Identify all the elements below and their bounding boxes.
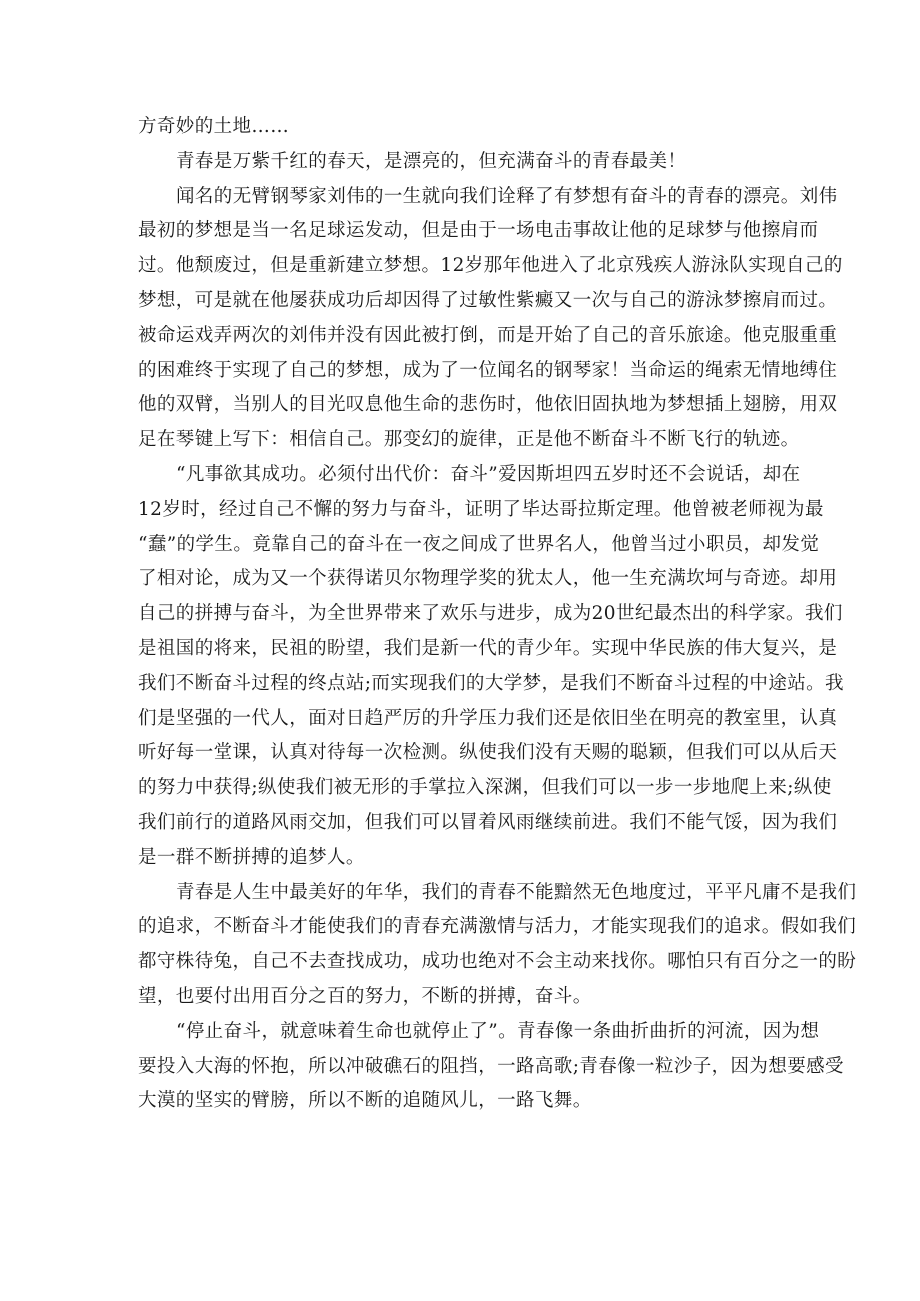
text-line: 我们前行的道路风雨交加，但我们可以冒着风雨继续前进。我们不能气馁，因为我们 [138, 811, 838, 833]
text-line: 的努力中获得;纵使我们被无形的手掌拉入深渊，但我们可以一步一步地爬上来;纵使 [138, 777, 832, 799]
text-line: 听好每一堂课，认真对待每一次检测。纵使我们没有天赐的聪颖，但我们可以从后天 [138, 742, 838, 764]
text-line: 12岁时，经过自己不懈的努力与奋斗，证明了毕达哥拉斯定理。他曾被老师视为最 [138, 498, 824, 520]
text-line: 闻名的无臂钢琴家刘伟的一生就向我们诠释了有梦想有奋斗的青春的漂亮。刘伟 [176, 185, 838, 207]
text-line: 我们不断奋斗过程的终点站;而实现我们的大学梦，是我们不断奋斗过程的中途站。我 [138, 672, 844, 694]
text-line: 梦想，可是就在他屡获成功后却因得了过敏性紫癜又一次与自己的游泳梦擦肩而过。 [138, 289, 838, 311]
text-line: 的追求，不断奋斗才能使我们的青春充满激情与活力，才能实现我们的追求。假如我们 [138, 916, 857, 938]
text-line: 望，也要付出用百分之百的努力，不断的拼搏，奋斗。 [138, 985, 592, 1007]
text-line: 大漠的坚实的臂膀，所以不断的追随风儿，一路飞舞。 [138, 1090, 592, 1112]
text-line: 方奇妙的土地…… [138, 116, 290, 137]
text-line: 自己的拼搏与奋斗，为全世界带来了欢乐与进步，成为20世纪最杰出的科学家。我们 [138, 603, 843, 625]
text-line: “凡事欲其成功。必须付出代价：奋斗”爱因斯坦四五岁时还不会说话，却在 [176, 463, 801, 485]
text-line: 青春是万紫千红的春天，是漂亮的，但充满奋斗的青春最美！ [176, 150, 687, 172]
text-line: 是一群不断拼搏的追梦人。 [138, 846, 365, 868]
text-line: “蠢”的学生。竟靠自己的奋斗在一夜之间成了世界名人，他曾当过小职员，却发觉 [138, 533, 820, 555]
text-line: 被命运戏弄两次的刘伟并没有因此被打倒，而是开始了自己的音乐旅途。他克服重重 [138, 324, 838, 346]
document-body [138, 110, 857, 1119]
text-line: 最初的梦想是当一名足球运发动，但是由于一场电击事故让他的足球梦与他擦肩而 [138, 220, 819, 242]
text-line: 们是坚强的一代人，面对日趋严厉的升学压力我们还是依旧坐在明亮的教室里，认真 [138, 707, 838, 729]
text-line: 青春是人生中最美好的年华，我们的青春不能黯然无色地度过，平平凡庸不是我们 [176, 881, 857, 903]
text-line: “停止奋斗，就意味着生命也就停止了”。青春像一条曲折曲折的河流，因为想 [176, 1020, 820, 1042]
text-line: 他的双臂，当别人的目光叹息他生命的悲伤时，他依旧固执地为梦想插上翅膀，用双 [138, 394, 838, 416]
text-line: 的困难终于实现了自己的梦想，成为了一位闻名的钢琴家！当命运的绳索无情地缚住 [138, 359, 838, 381]
text-line: 都守株待兔，自己不去查找成功，成功也绝对不会主动来找你。哪怕只有百分之一的盼 [138, 951, 857, 973]
text-line: 过。他颓废过，但是重新建立梦想。12岁那年他进入了北京残疾人游泳队实现自己的 [138, 255, 843, 277]
text-line: 是祖国的将来，民祖的盼望，我们是新一代的青少年。实现中华民族的伟大复兴，是 [138, 637, 838, 659]
text-line: 了相对论，成为又一个获得诺贝尔物理学奖的犹太人，他一生充满坎坷与奇迹。却用 [138, 568, 838, 590]
text-line: 足在琴键上写下：相信自己。那变幻的旋律，正是他不断奋斗不断飞行的轨迹。 [138, 429, 800, 451]
text-line: 要投入大海的怀抱，所以冲破礁石的阻挡，一路高歌;青春像一粒沙子，因为想要感受 [138, 1055, 844, 1077]
